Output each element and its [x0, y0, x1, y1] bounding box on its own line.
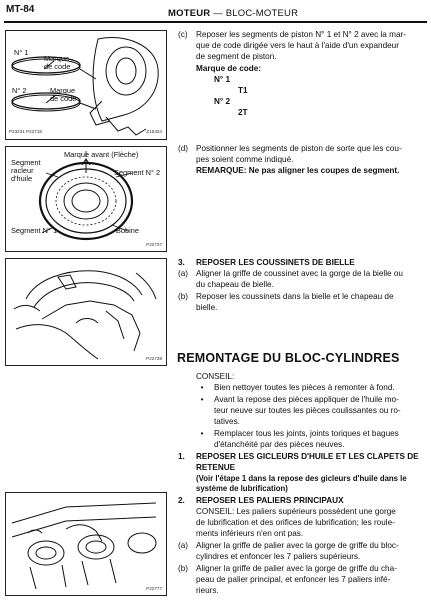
step-2a-line1: Aligner la griffe de palier avec la gorge de griffe du bloc- — [196, 541, 399, 550]
step-c-line3: de segment de piston. — [196, 52, 277, 61]
figure-piston-rings-code-marks — [5, 30, 167, 140]
bullet-dot-1: • — [200, 383, 204, 392]
step-2-title: REPOSER LES PALIERS PRINCIPAUX — [196, 496, 344, 505]
figure-ring-gap-positions — [5, 146, 167, 252]
main-bearing-illustration — [6, 493, 166, 595]
fig1-label-n1: N° 1 — [14, 48, 29, 57]
step-d-line2: pes soient comme indiqué. — [196, 155, 294, 164]
piston-ring-illustration — [6, 31, 166, 139]
code-n2: N° 2 — [214, 97, 231, 106]
fig1-code-left: P23231 P22718 — [9, 129, 42, 135]
bullet-3-line2: d'étanchéité par des pièces neuves. — [214, 440, 345, 449]
page-header-title — [168, 8, 298, 20]
conseil-label: CONSEIL: — [196, 372, 235, 381]
step-3b-line1: Reposer les coussinets dans la bielle et le chapeau de — [196, 292, 394, 301]
fig2-code: P22737 — [146, 242, 162, 248]
step-2-conseil-line2: de lubrification et des orifices de lubrification; les roule- — [196, 518, 395, 527]
step-3b-line2: bielle. — [196, 303, 218, 312]
rod-bearing-illustration — [6, 259, 166, 365]
bullet-3-line1: Remplacer tous les joints, joints toriques et bagues — [214, 429, 399, 438]
section-name: MOTEUR — [168, 8, 211, 19]
step-c-marque-label: Marque de code: — [196, 64, 262, 73]
step-2-conseil-line3: ments inférieurs n'en ont pas. — [196, 529, 304, 538]
step-3-title: REPOSER LES COUSSINETS DE BIELLE — [196, 258, 355, 267]
bullet-1-text: Bien nettoyer toutes les pièces à remonter à fond. — [214, 383, 395, 392]
step-c-letter: (c) — [178, 30, 188, 39]
code-n1: N° 1 — [214, 75, 231, 84]
fig4-code: P22777 — [146, 586, 162, 592]
step-2b-line1: Aligner la griffe de palier avec la gorge de griffe du cha- — [196, 564, 397, 573]
fig1-label-marque-top: Marque de code — [44, 54, 71, 71]
fig2-label-marque-avant: Marque avant (Flèche) — [64, 150, 139, 159]
step-2-conseil-line1: CONSEIL: Les paliers supérieurs possèdent une gorge — [196, 507, 396, 516]
step-c-line1: Reposer les segments de piston N° 1 et N° 2 avec la mar- — [196, 30, 406, 39]
fig1-label-n2: N° 2 — [12, 86, 27, 95]
step-2b-letter: (b) — [178, 564, 189, 573]
step-1-title-line1: REPOSER LES GICLEURS D'HUILE ET LES CLAPETS DE — [196, 452, 419, 461]
fig2-label-bobine: Bobine — [116, 226, 140, 235]
step-d-line1: Positionner les segments de piston de sorte que les cou- — [196, 144, 402, 153]
fig2-label-segment-n2: Segment N° 2 — [114, 168, 161, 177]
section-heading: REMONTAGE DU BLOC-CYLINDRES — [177, 351, 400, 365]
step-3-number: 3. — [178, 258, 185, 267]
step-2b-line3: rieurs. — [196, 586, 219, 595]
step-3a-line2: du chapeau de bielle. — [196, 280, 274, 289]
header-rule — [4, 21, 427, 23]
step-1-note-line2: système de lubrification) — [196, 484, 288, 493]
step-d-letter: (d) — [178, 144, 189, 153]
bullet-dot-3: • — [200, 429, 204, 438]
step-2-number: 2. — [178, 496, 185, 505]
fig1-label-marque-bottom: Marque de code — [50, 86, 77, 103]
step-2a-letter: (a) — [178, 541, 189, 550]
bullet-2-line2: teur neuve sur toutes les pièces coulissantes ou ro- — [214, 406, 401, 415]
step-2a-line2: cylindres et enfoncer les 7 paliers supérieurs. — [196, 552, 361, 561]
step-c-line2: que de code dirigée vers le haut à l'aide d'un expandeur — [196, 41, 399, 50]
fig2-label-segment-n1: Segment N° 1 — [11, 226, 58, 235]
step-3a-line1: Aligner la griffe de coussinet avec la gorge de la bielle ou — [196, 269, 403, 278]
subsection-name: BLOC-MOTEUR — [225, 8, 299, 19]
bullet-2-line1: Avant la repose des pièces appliquer de l'huile mo- — [214, 395, 399, 404]
step-1-title-line2: RETENUE — [196, 463, 236, 472]
step-2b-line2: peau de palier principal, et enfoncer les 7 paliers infé- — [196, 575, 391, 584]
code-2t: 2T — [238, 108, 248, 117]
fig3-code: P22738 — [146, 356, 162, 362]
header-dash: — — [213, 8, 223, 19]
page-code: MT-84 — [6, 4, 35, 15]
figure-main-bearings — [5, 492, 167, 596]
step-1-note-line1: (Voir l'étape 1 dans la repose des gicleurs d'huile dans le — [196, 474, 407, 483]
figure-rod-bearing — [5, 258, 167, 366]
step-d-remarque: REMARQUE: Ne pas aligner les coupes de segment. — [196, 166, 400, 175]
bullet-2-line3: tatives. — [214, 417, 240, 426]
step-1-number: 1. — [178, 452, 185, 461]
bullet-dot-2: • — [200, 395, 204, 404]
step-3b-letter: (b) — [178, 292, 189, 301]
code-t1: T1 — [238, 86, 248, 95]
fig1-code-right: Z15324 — [146, 129, 162, 135]
step-3a-letter: (a) — [178, 269, 189, 278]
fig2-label-segment-racleur: Segment racleur d'huile — [11, 158, 41, 183]
